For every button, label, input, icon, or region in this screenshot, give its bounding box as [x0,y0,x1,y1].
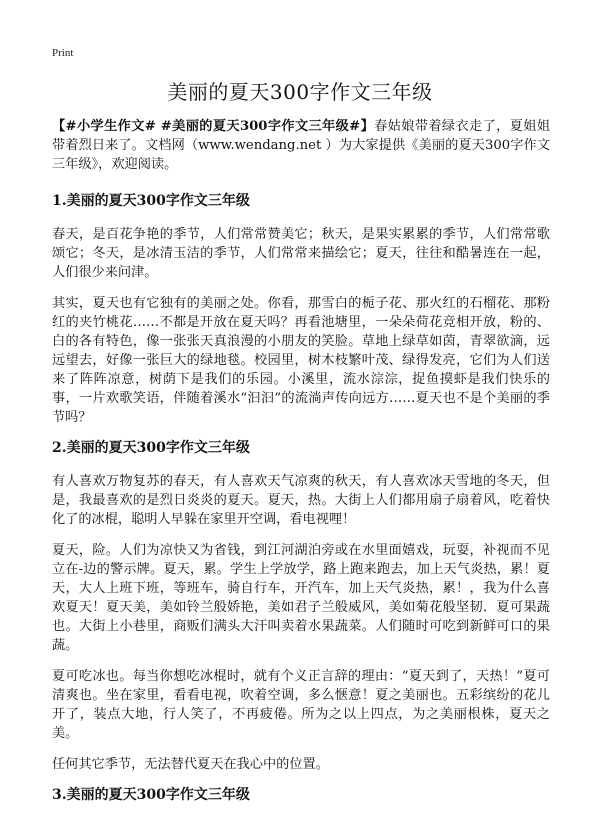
section-heading-2: 2.美丽的夏天300字作文三年级 [52,440,250,456]
section-2-paragraph-1: 有人喜欢万物复苏的春天，有人喜欢天气凉爽的秋天，有人喜欢冰天雪地的冬天，但是，我最喜欢的是烈日炎炎的夏天。夏天，热。大街上人们都用扇子扇着风，吃着快化了的冰棍，聪明人早躲在家里开空调，看电视哩！ [52,474,550,527]
page-title: 美丽的夏天300字作文三年级 [167,80,433,104]
section-1-paragraph-1: 春天，是百花争艳的季节，人们常常赞美它；秋天，是果实累累的季节，人们常常歌颂它；冬天，是冰清玉洁的季节，人们常常来描绘它；夏天，往往和酷暑连在一起，人们很少来问津。 [52,227,550,280]
section-2-paragraph-4: 任何其它季节，无法替代夏天在我心中的位置。 [52,757,329,772]
section-2-paragraph-3: 夏可吃冰也。每当你想吃冰棍时，就有个义正言辞的理由：“夏天到了，天热！”夏可清爽也。坐在家里，看看电视，吹着空调，多么惬意！夏之美丽也。五彩缤纷的花儿开了，装点大地，行人笑了，不再疲倦。所为之以上四点，为之美丽根株，夏天之美。 [52,669,550,741]
section-heading-3: 3.美丽的夏天300字作文三年级 [52,787,250,803]
section-2-paragraph-2: 夏天，险。人们为凉快又为省钱，到江河湖泊旁或在水里面嬉戏，玩耍，补视而不见立在-边的警示牌。夏天，累。学生上学放学，路上跑来跑去，加上天气炎热，累！夏天，大人上班下班，等班车，骑自行车，开汽车，加上天气炎热，累！，我为什么喜欢夏天！夏天美，美如铃兰般娇艳，美如君子兰般威风，美如菊花般坚韧．夏可果蔬也。大街上小巷里，商贩们满头大汗叫卖着水果蔬菜。人们随时可吃到新鲜可口的果蔬。 [52,543,550,653]
intro-text: 春姑娘带着绿衣走了，夏姐姐带着烈日来了。文档网（www.wendang.net ）为大家提供《美丽的夏天300字作文三年级》，欢迎阅读。 [52,119,551,172]
section-1-paragraph-2: 其实，夏天也有它独有的美丽之处。你看，那雪白的栀子花、那火红的石榴花、那粉红的夹竹桃花……不都是开放在夏天吗？再看池塘里，一朵朵荷花竞相开放，粉的、白的各有特色，像一张张天真浪漫的小朋友的笑脸。草地上绿草如茵，青翠欲滴，远远望去，好像一张巨大的绿地毯。校园里，树木枝繁叶茂、绿得发亮，它们为人们送来了阵阵凉意，树荫下是我们的乐园。小溪里，流水淙淙，捉鱼摸虾是我们快乐的事，一片欢歌笑语，伴随着溪水“汩汩”的流淌声传向远方……夏天也不是个美丽的季节吗？ [52,296,550,425]
section-heading-1: 1.美丽的夏天300字作文三年级 [52,193,250,209]
intro-paragraph [52,117,550,174]
intro-tag: 【#小学生作文# #美丽的夏天300字作文三年级#】 [52,119,375,134]
article-body [52,117,550,819]
print-link[interactable]: Print [52,47,74,59]
